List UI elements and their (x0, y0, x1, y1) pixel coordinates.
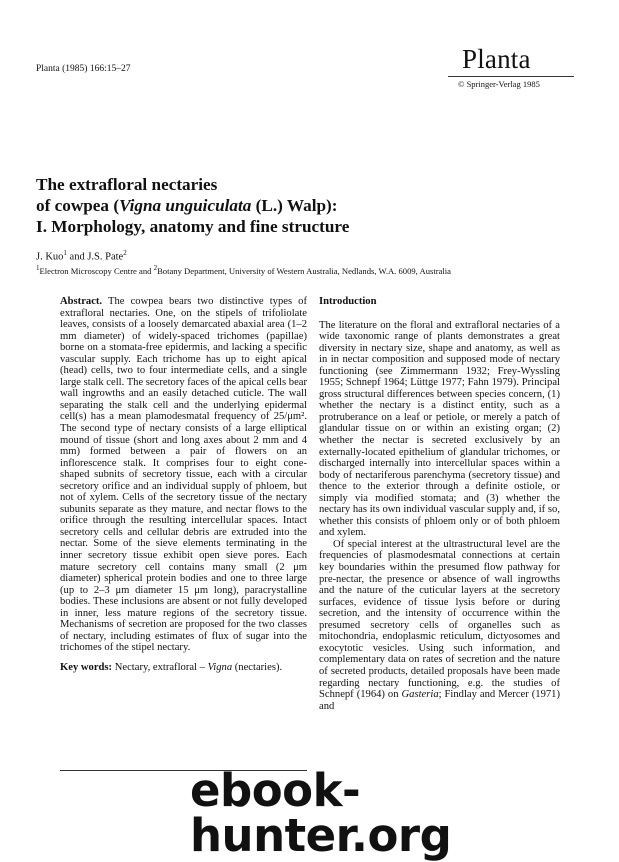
copyright-line: © Springer-Verlag 1985 (458, 79, 540, 89)
keywords-italic: Vigna (207, 661, 233, 673)
title-line-3: I. Morphology, anatomy and fine structure (36, 217, 350, 236)
intro-paragraph-2-post: ; Findlay and Mercer (1971) and (319, 689, 561, 712)
right-column (319, 296, 560, 712)
journal-citation: Planta (1985) 166:15–27 (36, 64, 131, 74)
introduction-heading: Introduction (319, 296, 377, 307)
intro-paragraph-2-text: Of special interest at the ultrastructural level are the frequencies of plasmodesmatal connections at certain key boundaries within the presumed flow pathway for pre-nectar, the presence or absence of wall ingrowths and the nature of the cuticular layers at the secretory surfaces, evidence of tissue lysis before or during secretion, and the intensity of occurrence within the presumed secretory cells of organelles such as mitochondria, endoplasmic reticulum, dictyosomes and exocytotic vesicles. Using such information, and complementary data on rates of secretion and the nature of secreted products, detailed proposals have been made regarding nectary functioning, e.g. the studies of Schnepf (1964) on (319, 538, 560, 701)
left-column (60, 296, 307, 674)
affiliations (36, 264, 451, 276)
author-1-sup: 1 (63, 249, 67, 257)
abstract-label: Abstract. (60, 296, 103, 307)
affil-2-sup: 2 (153, 264, 158, 272)
author-2-sup: 2 (123, 249, 127, 257)
author-and: and (66, 251, 88, 263)
affil-1: Electron Microscopy Centre and (39, 265, 154, 276)
intro-paragraph-1: The literature on the floral and extrafloral nectaries of a wide taxonomic range of plants demonstrates a great diversity in nectary size, shape and anatomy, as well as in in nectar composition and supposed mode of nectary functioning (see Zimmermann 1932; Frey-Wyssling 1955; Schnepf 1964; Lüttge 1977; Fahn 1979). Principal gross structural differences between species concern, (1) whether the nectary is a distinct entity, such as a protruberance on a leaf or petiole, or merely a patch of glandular tissue on or within an existing organ; (2) whether the nectar is secreted exclusively by an externally-located epithelium of glandular trichomes, or discharged internally into intercellular spaces within a body of nectariferous parenchyma (secretory tissue) and thence to the exterior through a definite ostiole, or simply via modified stomata; and (3) whether the nectary has its own individual vascular supply and, if so, whether this consists of phloem only or of both phloem and xylem. (319, 319, 560, 539)
title-species: Vigna unguiculata (119, 196, 252, 215)
journal-name: Planta (462, 44, 531, 74)
title-line-1: The extrafloral nectaries (36, 175, 218, 194)
author-2: J.S. Pate (87, 251, 124, 263)
author-list (36, 249, 127, 263)
title-line-2 (36, 195, 596, 216)
keywords (60, 662, 307, 674)
keywords-text-pre: Nectary, extrafloral – (112, 661, 208, 673)
journal-divider (448, 76, 574, 77)
intro-paragraph-2 (319, 539, 560, 712)
abstract-text: The cowpea bears two distinctive types of extrafloral nectaries. One, on the stipels of trifoliolate leaves, consists of a loosely demarcated abaxial area (1–2 mm diameter) of widely-spaced trichomes (papillae) borne on a stomata-free epidermis, and lacking a specific vascular supply. Each trichome has up to eight apical (head) cells, two to four intermediate cells, and a single large stalk cell. The secretory faces of the apical cells bear wall ingrowths and an easily detached cuticle. The wall separating the stalk cell and the underlying epidermal cell(s) has a mean plamodesmatal frequency of 25/μm². The second type of nectary consists of a large elliptical mound of tissue (short and long axes about 2 mm and 4 mm) formed between a pair of flowers on an inflorescence stalk. It comprises four to eight cone-shaped subnits of secretory tissue, each with a circular secretory orifice and an individual supply of phloem, but not of xylem. Cells of the secretory tissue of the nectary subunits separate as they mature, and nectar flows to the orifice through the resulting intercellular spaces. Intact secretory cells and cellular debris are extruded into the nectar. Some of the sieve elements terminating in the inner secretory tissue exhibit open sieve pores. Each mature secretory cell contains many small (2 μm diameter) spherical protein bodies and one to three large (up to 2–3 μm diameter 15 μm long), paracrystalline bodies. These inclusions are absent or not fully developed in inner, less mature regions of the secretory tissue. Mechanisms of secretion are proposed for the two classes of nectary, including estimates of flux of sugar into the trichomes of the stipel nectary. (60, 296, 307, 654)
title-line-2-pre: of cowpea ( (36, 196, 120, 215)
intro-paragraph-2-italic: Gasteria (401, 689, 439, 701)
article-title (36, 174, 596, 237)
abstract (60, 296, 307, 654)
title-line-2-post: (L.) Walp): (251, 196, 338, 215)
watermark: ebook-hunter.org (190, 764, 452, 862)
affil-1-sup: 1 (36, 264, 40, 272)
keywords-text-post: (nectaries). (232, 661, 283, 673)
author-1: J. Kuo (36, 251, 64, 263)
keywords-label: Key words: (60, 661, 113, 673)
affil-2: Botany Department, University of Western Australia, Nedlands, W.A. 6009, Australia (157, 265, 451, 276)
